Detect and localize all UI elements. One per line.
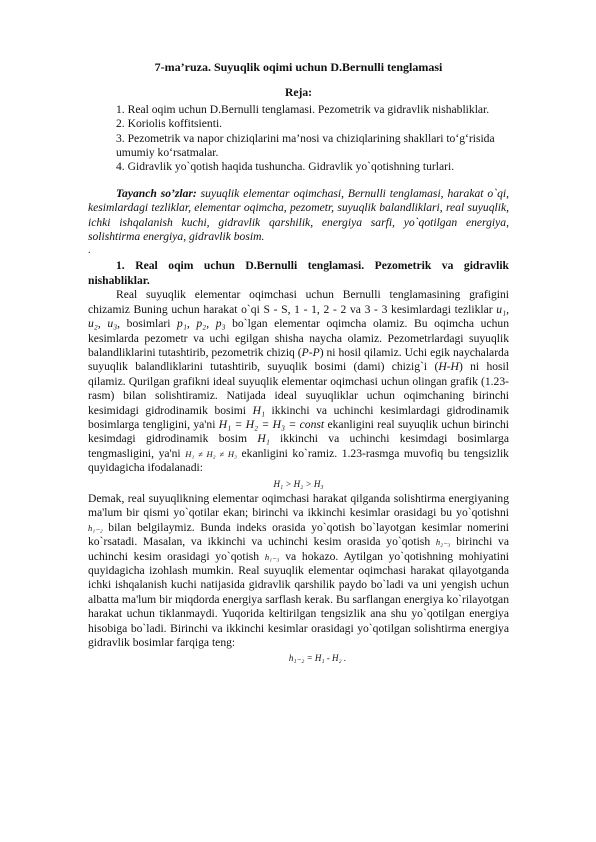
math-pressures: p₁, p₂, p₃: [177, 317, 226, 331]
math-pp: P-P: [301, 345, 320, 359]
plan-item: 3. Pezometrik va napor chiziqlarini ma’nosi va chiziqlarining shakllari to‘g‘risida umumiy ko‘rsatmalar.: [116, 131, 495, 160]
text-run: ikkinchi va uchinchi kesimdagi bosimlarga tengmasligini, ya'ni: [88, 432, 509, 460]
text-run: ekanligini real suyuqlik uchun birinchi kesimdagi gidrodinamik bosim: [88, 417, 510, 446]
math-h1: H₁: [257, 432, 270, 446]
math-h23: h₂₋₃: [435, 537, 451, 548]
math-inequality: H₁ ≠ H₂ ≠ H₃: [185, 448, 237, 459]
lecture-title: 7-ma’ruza. Suyuqlik oqimi uchun D.Bernulli tenglamasi: [154, 60, 443, 74]
text-run: ) ni hosil qilamiz. Uchi egik naychalarda suyuqlik balandliklarini tutashtirib, suyuqlik bosimi (dami) chizig`i (: [88, 345, 509, 374]
document-page: [88, 60, 509, 667]
text-run: , bosimlari: [117, 317, 178, 331]
section-heading: 1. Real oqim uchun D.Bernulli tenglamasi. Pezometrik va gidravlik nishabliklar.: [88, 259, 509, 287]
text-run: bilan belgilaymiz. Bunda indeks orasida yo`qotish bo`layotgan kesimlar nomerini ko`rsatadi. Masalan, va ikkinchi va uchinchi kesim orasida yo`qotish: [88, 520, 509, 549]
text-run: ekanligini ko`ramiz. 1.23-rasmga muvofiq bu tengsizlik quyidagicha ifodalanadi:: [88, 446, 509, 475]
plan-item: 4. Gidravlik yo`qotish haqida tushuncha. Gidravlik yo`qotishning turlari.: [116, 160, 455, 174]
math-equality: H₁ = H₂ = H₃ = const: [218, 417, 325, 431]
text-run: ikkinchi va uchinchi kesimlardagi gidrodinamik bosimlarga tengligini, ya'ni: [88, 403, 509, 431]
text-run: ) ni hosil qilamiz. Qurilgan grafikni ideal suyuqlik elementar oqimchasi uchun olingan grafik (1.23-rasm) bilan solishtiramiz. Natijada ideal suyuqliklar uchun oqimchaning birinchi kesimidagi gidrodinamik bosimi: [88, 360, 509, 417]
plan-item: 2. Koriolis koffitsienti.: [116, 117, 223, 131]
math-h12: h₁₋₂: [88, 522, 103, 533]
paragraph-1: [88, 288, 509, 475]
formula-loss: h₁₋₂ = H₁ - H₂ .: [288, 653, 347, 664]
text-run: va hokazo. Aytilgan yo`qotishning mohiyatini quyidagicha izohlash mumkin. Real suyuqlik elementar oqimchasi harakat qilayotganda ichki ishqalanish kuchi natijasida gidravlik qarshilik paydo bo`ladi va uni yengish uchun albatta ma'lum bir miqdorda energiya sarflash kerak. Bu sarflangan energiya ko`rilayotgan harakat uchun tiklanmaydi. Yuqorida keltirilgan tengsizlik ana shu yo`qotilgan energiya hisobiga bo`ladi. Birinchi va ikkinchi kesimlar orasidagi yo`qotilgan solishtirma energiya gidravlik bosimlar farqiga teng:: [88, 549, 509, 650]
math-h1: H₁: [252, 403, 265, 417]
plan-list: [88, 103, 509, 175]
math-h13: h₁₋₃: [264, 551, 280, 562]
stray-dot: .: [88, 245, 91, 257]
text-run: birinchi va uchinchi kesim orasidagi yo`qotish: [88, 535, 509, 563]
keywords-paragraph: [88, 187, 509, 245]
keywords-label: Tayanch so’zlar:: [116, 186, 197, 200]
paragraph-2: [88, 492, 509, 650]
text-run: bo`lgan elementar oqimcha olamiz. Bu oqimcha uchun kesimlarda pezometr va uchi egilgan shisha naycha olamiz. Pezometrlardagi suyuqlik balandliklarini tutashtirib, pezometrik chiziq (: [88, 317, 509, 359]
text-run: Real suyuqlik elementar oqimchasi uchun Bernulli tenglamasining grafigini chizamiz Buning uchun harakat o`qi S - S, 1 - 1, 2 - 2 va 3 - 3 kesimlardagi tezliklar: [88, 288, 509, 316]
plan-item: 1. Real oqim uchun D.Bernulli tenglamasi. Pezometrik va gidravlik nishabliklar.: [116, 102, 490, 116]
plan-heading: Reja:: [284, 86, 313, 100]
keywords-text: suyuqlik elementar oqimchasi, Bernulli tenglamasi, harakat o`qi, kesimlardagi tezliklar, elementar oqimcha, pezometr, suyuqlik balandliklari, real suyuqlik, ichki ishqalanish kuchi, gidravlik qarshilik, energiya sarfi, yo`qotilgan energiya, solishtirma energiya, gidravlik bosim.: [88, 186, 509, 244]
math-hh: H-H: [438, 360, 459, 374]
formula-inequality: H₁ > H₂ > H₃: [273, 478, 324, 489]
math-velocities: u₁, u₂, u₃: [88, 302, 509, 331]
text-run: Demak, real suyuqlikning elementar oqimchasi harakat qilganda solishtirma energiyaning ma'lum bir qismi yo`qotilar ekan; birinchi va ikkinchi kesimlar orasidagi bu yo`qotishni: [88, 491, 509, 520]
